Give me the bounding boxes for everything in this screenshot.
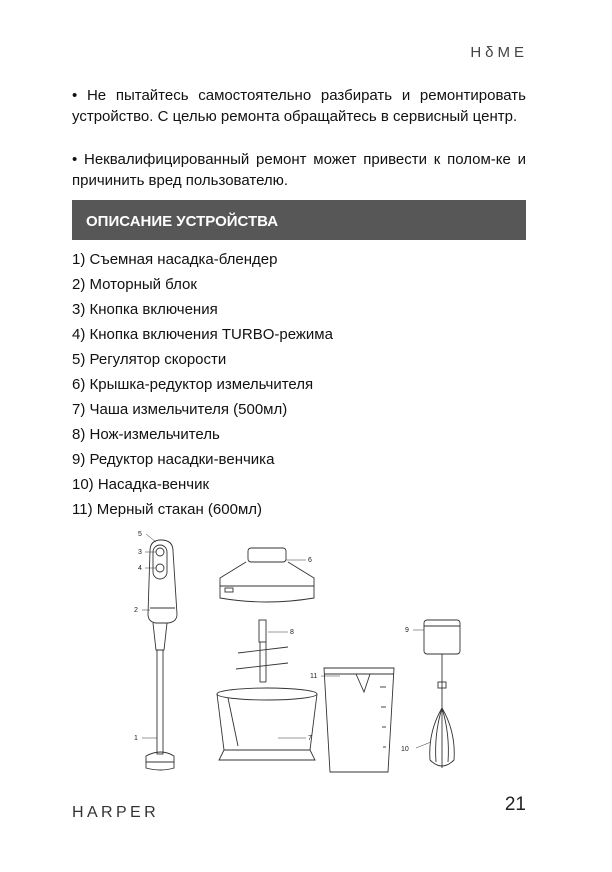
chopper-lid-drawing bbox=[220, 548, 314, 602]
diagram-label-2: 2 bbox=[134, 607, 138, 614]
parts-list bbox=[72, 250, 333, 525]
harper-brand-logo: HARPER bbox=[72, 804, 160, 821]
diagram-label-6: 6 bbox=[308, 557, 312, 564]
part-item-3: 3) Кнопка включения bbox=[72, 301, 218, 318]
warning-paragraph-disassembly: • Не пытайтесь самостоятельно разбирать и ремонтировать устройство. С целью ремонта обращайтесь в сервисный центр. bbox=[72, 87, 526, 125]
part-item-1: 1) Съемная насадка-блендер bbox=[72, 251, 278, 268]
chopper-bowl-drawing bbox=[217, 688, 317, 760]
diagram-label-9: 9 bbox=[405, 627, 409, 634]
part-item-5: 5) Регулятор скорости bbox=[72, 351, 227, 368]
part-item-10: 10) Насадка-венчик bbox=[72, 476, 210, 493]
diagram-label-4: 4 bbox=[138, 565, 142, 572]
leader-lines bbox=[142, 534, 431, 748]
part-item-4: 4) Кнопка включения TURBO-режима bbox=[72, 326, 333, 343]
page-number: 21 bbox=[504, 794, 526, 815]
part-item-6: 6) Крышка-редуктор измельчителя bbox=[72, 376, 314, 393]
device-diagram bbox=[128, 522, 472, 780]
diagram-label-7: 7 bbox=[308, 735, 312, 742]
diagram-label-11: 11 bbox=[310, 673, 318, 680]
diagram-label-1: 1 bbox=[134, 735, 138, 742]
measuring-cup-drawing bbox=[324, 668, 394, 772]
diagram-label-5: 5 bbox=[138, 531, 142, 538]
part-item-7: 7) Чаша измельчителя (500мл) bbox=[72, 401, 288, 418]
part-item-9: 9) Редуктор насадки-венчика bbox=[72, 451, 275, 468]
chopper-blade-drawing bbox=[236, 620, 288, 682]
diagram-label-3: 3 bbox=[138, 549, 142, 556]
hand-blender-drawing bbox=[146, 540, 177, 770]
part-item-8: 8) Нож-измельчитель bbox=[72, 426, 220, 443]
whisk-drawing bbox=[424, 620, 460, 768]
section-header: ОПИСАНИЕ УСТРОЙСТВА bbox=[72, 200, 526, 240]
warning-paragraph-repair: • Неквалифицированный ремонт может привести к полом-ке и причинить вред пользователю. bbox=[72, 151, 526, 189]
diagram-label-10: 10 bbox=[401, 746, 409, 753]
part-item-11: 11) Мерный стакан (600мл) bbox=[72, 501, 263, 518]
diagram-label-8: 8 bbox=[290, 629, 294, 636]
home-brand-logo: HδME bbox=[470, 44, 528, 61]
part-item-2: 2) Моторный блок bbox=[72, 276, 197, 293]
